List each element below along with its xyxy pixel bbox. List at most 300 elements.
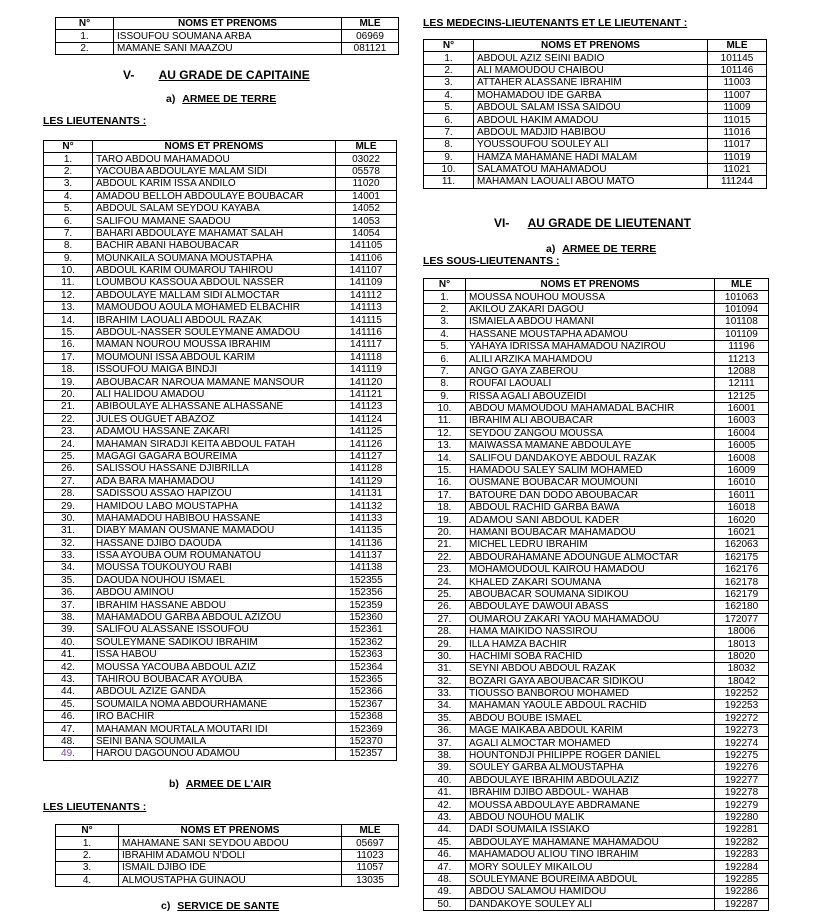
row-name: DADI SOUMAILA ISSIAKO bbox=[466, 824, 715, 836]
table-row bbox=[44, 326, 397, 338]
col-header-num: N° bbox=[56, 18, 114, 30]
row-mle: 141117 bbox=[336, 339, 397, 351]
row-number: 17. bbox=[424, 489, 466, 501]
table-row bbox=[424, 762, 769, 774]
table-row bbox=[424, 848, 769, 860]
row-name: MOUSSA ABDOULAYE ABDRAMANE bbox=[466, 799, 715, 811]
table-row bbox=[424, 126, 767, 138]
table-row bbox=[424, 101, 767, 113]
row-number: 44. bbox=[44, 686, 93, 698]
row-name: SOULEYMANE BOUREIMA ABDOUL bbox=[466, 873, 715, 885]
table-row bbox=[424, 687, 769, 699]
row-number: 42. bbox=[424, 799, 466, 811]
table-row bbox=[424, 576, 769, 588]
row-number: 45. bbox=[424, 836, 466, 848]
row-mle: 11020 bbox=[336, 178, 397, 190]
row-number: 44. bbox=[424, 824, 466, 836]
row-mle: 152369 bbox=[336, 723, 397, 735]
row-mle: 141136 bbox=[336, 537, 397, 549]
row-mle: 11019 bbox=[708, 151, 767, 163]
row-mle: 141138 bbox=[336, 562, 397, 574]
section-armee-de-terre-1 bbox=[166, 93, 276, 105]
row-number: 4. bbox=[56, 874, 119, 886]
row-mle: 152362 bbox=[336, 636, 397, 648]
table-row bbox=[424, 539, 769, 551]
row-mle: 192253 bbox=[715, 700, 769, 712]
row-mle: 16003 bbox=[715, 415, 769, 427]
row-name: HOUNTONDJI PHILIPPE ROGER DANIEL bbox=[466, 749, 715, 761]
row-number: 25. bbox=[424, 588, 466, 600]
row-number: 5. bbox=[44, 202, 93, 214]
row-mle: 101094 bbox=[715, 303, 769, 315]
row-mle: 141126 bbox=[336, 438, 397, 450]
row-name: SALISSOU HASSANE DJIBRILLA bbox=[93, 463, 336, 475]
row-name: OUMAROU ZAKARI YAOU MAHAMADOU bbox=[466, 613, 715, 625]
row-number: 6. bbox=[44, 215, 93, 227]
table-row bbox=[44, 549, 397, 561]
row-number: 1. bbox=[424, 291, 466, 303]
row-number: 33. bbox=[424, 687, 466, 699]
row-name: MOHAMOUDOUL KAIROU HAMADOU bbox=[466, 563, 715, 575]
row-number: 1. bbox=[424, 52, 474, 64]
row-mle: 152370 bbox=[336, 735, 397, 747]
col-header-num: N° bbox=[424, 279, 466, 291]
row-mle: 081121 bbox=[342, 42, 399, 54]
row-mle: 162180 bbox=[715, 601, 769, 613]
row-number: 9. bbox=[424, 390, 466, 402]
row-mle: 141128 bbox=[336, 463, 397, 475]
row-number: 48. bbox=[424, 873, 466, 885]
row-number: 20. bbox=[424, 526, 466, 538]
row-name: ABDOUL SALAM ISSA SAIDOU bbox=[474, 101, 708, 113]
row-number: 21. bbox=[44, 401, 93, 413]
row-name: SALAMATOU MAHAMADOU bbox=[474, 163, 708, 175]
table-row bbox=[44, 302, 397, 314]
row-name: MOUSSA TOUKOUYOU RABI bbox=[93, 562, 336, 574]
table-row bbox=[44, 438, 397, 450]
table-row bbox=[424, 625, 769, 637]
table-row bbox=[424, 114, 767, 126]
row-number: 35. bbox=[44, 574, 93, 586]
row-number: 7. bbox=[424, 126, 474, 138]
row-number: 41. bbox=[44, 649, 93, 661]
row-mle: 11015 bbox=[708, 114, 767, 126]
row-mle: 141127 bbox=[336, 450, 397, 462]
row-number: 43. bbox=[44, 673, 93, 685]
row-name: IBRAHIM ADAMOU N'DOLI bbox=[119, 849, 342, 861]
row-mle: 11196 bbox=[715, 340, 769, 352]
section-armee-de-terre-2 bbox=[546, 243, 656, 255]
grade-roman: VI- bbox=[494, 216, 510, 230]
row-name: MOUNKAILA SOUMANA MOUSTAPHA bbox=[93, 252, 336, 264]
row-name: ANGO GAYA ZABEROU bbox=[466, 365, 715, 377]
row-name: ALI MAMOUDOU CHAIBOU bbox=[474, 64, 708, 76]
row-mle: 11021 bbox=[708, 163, 767, 175]
table-row bbox=[44, 227, 397, 239]
col-header-name: NOMS ET PRENOMS bbox=[466, 279, 715, 291]
row-mle: 162176 bbox=[715, 563, 769, 575]
row-name: ABDOU SALAMOU HAMIDOU bbox=[466, 886, 715, 898]
row-name: ABDOU AMINOU bbox=[93, 587, 336, 599]
row-number: 42. bbox=[44, 661, 93, 673]
row-mle: 141118 bbox=[336, 351, 397, 363]
row-mle: 11009 bbox=[708, 101, 767, 113]
row-name: MAHAMADOU ALIOU TINO IBRAHIM bbox=[466, 848, 715, 860]
col-header-num: N° bbox=[56, 825, 119, 837]
row-mle: 192276 bbox=[715, 762, 769, 774]
section-title: SERVICE DE SANTE bbox=[177, 900, 280, 912]
table-row bbox=[44, 500, 397, 512]
row-number: 18. bbox=[44, 364, 93, 376]
row-name: MAIWASSA MAMANE ABDOULAYE bbox=[466, 440, 715, 452]
row-name: TARO ABDOU MAHAMADOU bbox=[93, 153, 336, 165]
row-mle: 12125 bbox=[715, 390, 769, 402]
table-row bbox=[424, 328, 769, 340]
row-number: 3. bbox=[56, 862, 119, 874]
row-mle: 16018 bbox=[715, 502, 769, 514]
table-row bbox=[424, 774, 769, 786]
row-number: 7. bbox=[424, 365, 466, 377]
row-number: 15. bbox=[424, 464, 466, 476]
table-row bbox=[44, 351, 397, 363]
row-mle: 141112 bbox=[336, 289, 397, 301]
row-mle: 12088 bbox=[715, 365, 769, 377]
table-row bbox=[44, 376, 397, 388]
col-header-num: N° bbox=[44, 141, 93, 153]
table-row bbox=[424, 303, 769, 315]
table-row bbox=[424, 799, 769, 811]
row-name: IBRAHIM DJIBO ABDOUL- WAHAB bbox=[466, 787, 715, 799]
row-name: ISSA HABOU bbox=[93, 649, 336, 661]
row-name: ALI HALIDOU AMADOU bbox=[93, 388, 336, 400]
row-name: OUSMANE BOUBACAR MOUMOUNI bbox=[466, 477, 715, 489]
row-mle: 152363 bbox=[336, 649, 397, 661]
row-number: 13. bbox=[424, 440, 466, 452]
table-row bbox=[44, 574, 397, 586]
row-mle: 11007 bbox=[708, 89, 767, 101]
table-first-list bbox=[55, 17, 399, 55]
row-number: 23. bbox=[44, 425, 93, 437]
row-number: 7. bbox=[44, 227, 93, 239]
row-name: ABDOUL HAKIM AMADOU bbox=[474, 114, 708, 126]
row-name: HAROU DAGOUNOU ADAMOU bbox=[93, 748, 336, 760]
row-name: IBRAHIM ALI ABOUBACAR bbox=[466, 415, 715, 427]
row-mle: 152355 bbox=[336, 574, 397, 586]
row-mle: 141132 bbox=[336, 500, 397, 512]
table-row bbox=[424, 700, 769, 712]
section-title: ARMEE DE TERRE bbox=[562, 243, 657, 255]
row-name: AMADOU BELLOH ABDOULAYE BOUBACAR bbox=[93, 190, 336, 202]
row-mle: 16008 bbox=[715, 452, 769, 464]
row-number: 6. bbox=[424, 114, 474, 126]
table-row bbox=[424, 675, 769, 687]
row-name: MAMOUDOU AOULA MOHAMED ELBACHIR bbox=[93, 302, 336, 314]
table-row bbox=[44, 636, 397, 648]
row-number: 49. bbox=[44, 748, 93, 760]
row-name: ABDOUL AZIZE GANDA bbox=[93, 686, 336, 698]
table-row bbox=[44, 537, 397, 549]
row-number: 11. bbox=[424, 415, 466, 427]
row-name: MAGE MAIKABA ABDOUL KARIM bbox=[466, 725, 715, 737]
table-row bbox=[44, 562, 397, 574]
table-row bbox=[424, 464, 769, 476]
row-name: MORY SOULEY MIKAILOU bbox=[466, 861, 715, 873]
row-number: 12. bbox=[424, 427, 466, 439]
table-row bbox=[44, 723, 397, 735]
row-mle: 18006 bbox=[715, 625, 769, 637]
row-mle: 141109 bbox=[336, 277, 397, 289]
row-mle: 192287 bbox=[715, 898, 769, 910]
row-mle: 14053 bbox=[336, 215, 397, 227]
row-number: 3. bbox=[424, 77, 474, 89]
row-mle: 05578 bbox=[336, 165, 397, 177]
row-mle: 16010 bbox=[715, 477, 769, 489]
row-mle: 05697 bbox=[342, 837, 399, 849]
row-number: 2. bbox=[44, 165, 93, 177]
row-mle: 101145 bbox=[708, 52, 767, 64]
row-name: MOUMOUNI ISSA ABDOUL KARIM bbox=[93, 351, 336, 363]
row-mle: 141125 bbox=[336, 425, 397, 437]
row-mle: 152367 bbox=[336, 698, 397, 710]
row-mle: 14001 bbox=[336, 190, 397, 202]
row-number: 9. bbox=[424, 151, 474, 163]
row-number: 40. bbox=[44, 636, 93, 648]
grade-heading-capitaine bbox=[123, 68, 310, 82]
table-row bbox=[424, 737, 769, 749]
row-number: 22. bbox=[44, 413, 93, 425]
row-name: KHALED ZAKARI SOUMANA bbox=[466, 576, 715, 588]
row-mle: 12111 bbox=[715, 378, 769, 390]
row-name: HAMANI BOUBACAR MAHAMADOU bbox=[466, 526, 715, 538]
row-name: ABDOULAYE MALLAM SIDI ALMOCTAR bbox=[93, 289, 336, 301]
row-mle: 14054 bbox=[336, 227, 397, 239]
col-header-mle: MLE bbox=[708, 40, 767, 52]
row-number: 1. bbox=[44, 153, 93, 165]
table-row bbox=[424, 563, 769, 575]
row-mle: 16011 bbox=[715, 489, 769, 501]
table-row bbox=[424, 787, 769, 799]
row-mle: 141124 bbox=[336, 413, 397, 425]
table-row bbox=[56, 862, 399, 874]
row-name: ABDOUL RACHID GARBA BAWA bbox=[466, 502, 715, 514]
row-mle: 16009 bbox=[715, 464, 769, 476]
row-name: ABOUBACAR SOUMANA SIDIKOU bbox=[466, 588, 715, 600]
table-row bbox=[44, 240, 397, 252]
row-number: 26. bbox=[44, 463, 93, 475]
row-name: ABDOU NOUHOU MALIK bbox=[466, 811, 715, 823]
row-number: 48. bbox=[44, 735, 93, 747]
row-name: SEINI BANA SOUMAILA bbox=[93, 735, 336, 747]
row-number: 11. bbox=[44, 277, 93, 289]
table-row bbox=[44, 463, 397, 475]
table-row bbox=[44, 339, 397, 351]
table-row bbox=[44, 698, 397, 710]
row-number: 47. bbox=[44, 723, 93, 735]
col-header-mle: MLE bbox=[342, 18, 399, 30]
row-name: HASSANE MOUSTAPHA ADAMOU bbox=[466, 328, 715, 340]
row-number: 2. bbox=[56, 849, 119, 861]
row-mle: 16020 bbox=[715, 514, 769, 526]
label-lieutenants-2: LES LIEUTENANTS : bbox=[43, 801, 147, 813]
row-mle: 11017 bbox=[708, 139, 767, 151]
row-mle: 101063 bbox=[715, 291, 769, 303]
section-letter: a) bbox=[166, 93, 176, 105]
row-number: 41. bbox=[424, 787, 466, 799]
row-mle: 192284 bbox=[715, 861, 769, 873]
row-mle: 192272 bbox=[715, 712, 769, 724]
row-mle: 152357 bbox=[336, 748, 397, 760]
table-row bbox=[44, 190, 397, 202]
row-number: 3. bbox=[424, 316, 466, 328]
row-name: ABDOUL SALAM SEYDOU KAYABA bbox=[93, 202, 336, 214]
table-row bbox=[424, 139, 767, 151]
row-number: 46. bbox=[424, 848, 466, 860]
table-row bbox=[424, 440, 769, 452]
row-number: 3. bbox=[44, 178, 93, 190]
table-row bbox=[44, 673, 397, 685]
row-mle: 192278 bbox=[715, 787, 769, 799]
table-row bbox=[424, 477, 769, 489]
row-number: 19. bbox=[44, 376, 93, 388]
table-row bbox=[44, 686, 397, 698]
row-number: 20. bbox=[44, 388, 93, 400]
row-name: IBRAHIM LAOUALI ABDOUL RAZAK bbox=[93, 314, 336, 326]
table-row bbox=[44, 487, 397, 499]
table-row bbox=[424, 402, 769, 414]
table-row bbox=[44, 525, 397, 537]
row-mle: 11016 bbox=[708, 126, 767, 138]
row-name: ABDOUL MADJID HABIBOU bbox=[474, 126, 708, 138]
row-mle: 11003 bbox=[708, 77, 767, 89]
row-name: SEYNI ABDOU ABDOUL RAZAK bbox=[466, 663, 715, 675]
row-number: 29. bbox=[44, 500, 93, 512]
row-number: 39. bbox=[424, 762, 466, 774]
row-number: 36. bbox=[424, 725, 466, 737]
table-row bbox=[44, 202, 397, 214]
row-number: 2. bbox=[56, 42, 114, 54]
row-number: 36. bbox=[44, 587, 93, 599]
row-mle: 141135 bbox=[336, 525, 397, 537]
table-row bbox=[424, 340, 769, 352]
table-row bbox=[44, 425, 397, 437]
table-row bbox=[424, 638, 769, 650]
table-row bbox=[44, 153, 397, 165]
row-name: DIABY MAMAN OUSMANE MAMADOU bbox=[93, 525, 336, 537]
row-mle: 13035 bbox=[342, 874, 399, 886]
row-mle: 141131 bbox=[336, 487, 397, 499]
row-name: ABDOULAYE DAWOUI ABASS bbox=[466, 601, 715, 613]
row-number: 38. bbox=[44, 611, 93, 623]
row-mle: 192280 bbox=[715, 811, 769, 823]
row-mle: 18013 bbox=[715, 638, 769, 650]
row-name: MAHAMAN LAOUALI ABOU MATO bbox=[474, 176, 708, 188]
row-name: ABIBOULAYE ALHASSANE ALHASSANE bbox=[93, 401, 336, 413]
row-mle: 192285 bbox=[715, 873, 769, 885]
label-sous-lieutenants: LES SOUS-LIEUTENANTS : bbox=[423, 255, 560, 267]
row-number: 1. bbox=[56, 837, 119, 849]
table-row bbox=[424, 378, 769, 390]
row-mle: 162179 bbox=[715, 588, 769, 600]
row-name: DAOUDA NOUHOU ISMAEL bbox=[93, 574, 336, 586]
row-number: 26. bbox=[424, 601, 466, 613]
table-row bbox=[424, 163, 767, 175]
row-number: 37. bbox=[424, 737, 466, 749]
table-row bbox=[424, 725, 769, 737]
label-medecins-lieutenants: LES MEDECINS-LIEUTENANTS ET LE LIEUTENANT : bbox=[423, 17, 688, 29]
row-name: MAHAMANE SANI SEYDOU ABDOU bbox=[119, 837, 342, 849]
row-name: ISMAIL DJIBO IDE bbox=[119, 862, 342, 874]
row-number: 30. bbox=[424, 650, 466, 662]
table-row bbox=[424, 712, 769, 724]
row-mle: 192286 bbox=[715, 886, 769, 898]
row-number: 45. bbox=[44, 698, 93, 710]
table-row bbox=[424, 601, 769, 613]
col-header-mle: MLE bbox=[336, 141, 397, 153]
row-name: BACHIR ABANI HABOUBACAR bbox=[93, 240, 336, 252]
row-mle: 16001 bbox=[715, 402, 769, 414]
table-row bbox=[44, 475, 397, 487]
row-number: 25. bbox=[44, 450, 93, 462]
row-number: 17. bbox=[44, 351, 93, 363]
table-row bbox=[44, 388, 397, 400]
row-name: SALIFOU MAMANE SAADOU bbox=[93, 215, 336, 227]
row-name: LOUMBOU KASSOUA ABDOUL NASSER bbox=[93, 277, 336, 289]
row-mle: 141137 bbox=[336, 549, 397, 561]
row-number: 29. bbox=[424, 638, 466, 650]
row-name: HAMIDOU LABO MOUSTAPHA bbox=[93, 500, 336, 512]
row-number: 27. bbox=[44, 475, 93, 487]
col-header-num: N° bbox=[424, 40, 474, 52]
table-row bbox=[424, 452, 769, 464]
section-letter: a) bbox=[546, 243, 556, 255]
row-number: 1. bbox=[56, 30, 114, 42]
row-number: 14. bbox=[424, 452, 466, 464]
table-row bbox=[424, 650, 769, 662]
table-row bbox=[424, 291, 769, 303]
grade-heading-lieutenant bbox=[494, 216, 691, 230]
table-row bbox=[424, 89, 767, 101]
table-row bbox=[44, 599, 397, 611]
row-mle: 152365 bbox=[336, 673, 397, 685]
table-row bbox=[424, 365, 769, 377]
table-row bbox=[44, 624, 397, 636]
row-mle: 192275 bbox=[715, 749, 769, 761]
row-mle: 18020 bbox=[715, 650, 769, 662]
row-name: BAHARI ABDOULAYE MAHAMAT SALAH bbox=[93, 227, 336, 239]
row-number: 28. bbox=[44, 487, 93, 499]
row-name: ADAMOU SANI ABDOUL KADER bbox=[466, 514, 715, 526]
row-name: MOUSSA YACOUBA ABDOUL AZIZ bbox=[93, 661, 336, 673]
row-name: SALIFOU DANDAKOYE ABDOUL RAZAK bbox=[466, 452, 715, 464]
row-mle: 141119 bbox=[336, 364, 397, 376]
row-number: 2. bbox=[424, 64, 474, 76]
table-row bbox=[44, 165, 397, 177]
table-row bbox=[424, 551, 769, 563]
table-row bbox=[424, 64, 767, 76]
table-row bbox=[424, 811, 769, 823]
row-name: ALILI ARZIKA MAHAMDOU bbox=[466, 353, 715, 365]
row-name: ISSA AYOUBA OUM ROUMANATOU bbox=[93, 549, 336, 561]
row-mle: 192283 bbox=[715, 848, 769, 860]
table-row bbox=[424, 898, 769, 910]
row-mle: 141113 bbox=[336, 302, 397, 314]
row-number: 38. bbox=[424, 749, 466, 761]
table-row bbox=[44, 178, 397, 190]
row-mle: 192279 bbox=[715, 799, 769, 811]
row-mle: 16004 bbox=[715, 427, 769, 439]
col-header-name: NOMS ET PRENOMS bbox=[119, 825, 342, 837]
table-row bbox=[424, 613, 769, 625]
